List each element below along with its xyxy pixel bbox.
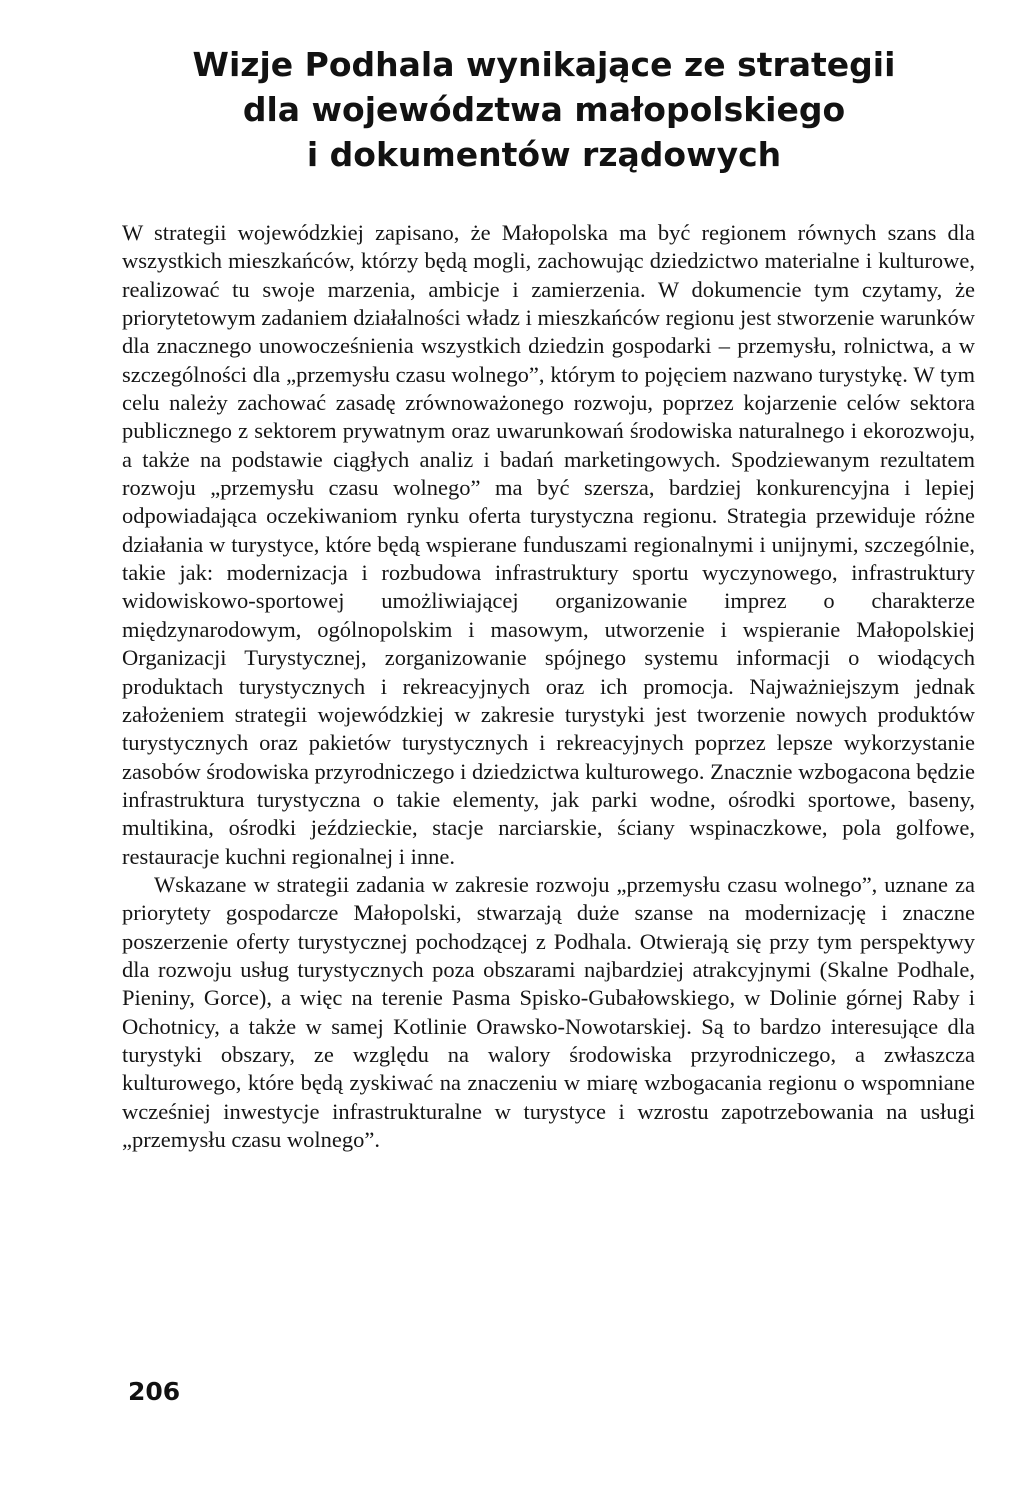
chapter-title-line-3: i dokumentów rządowych — [306, 135, 782, 174]
paragraph-2: Wskazane w strategii zadania w zakresie rozwoju „przemysłu czasu wolnego”, uznane za priorytety gospodarcze Małopolski, stwarzają duże szanse na modernizację i znaczne poszerzenie oferty turystycznej pochodzącej z Podhala. Otwierają się przy tym perspektywy dla rozwoju usług turystycznych poza obszarami najbardziej atrakcyjnymi (Skalne Podhale, Pieniny, Gorce), a więc na terenie Pasma Spisko-Gubałowskiego, w Dolinie górnej Raby i Ochotnicy, a także w samej Kotlinie Orawsko-Nowotarskiej. Są to bardzo interesujące dla turystyki obszary, ze względu na walory środowiska przyrodniczego, a zwłaszcza kulturowego, które będą zyskiwać na znaczeniu w miarę wzbogacania regionu o wspomniane wcześniej inwestycje infrastrukturalne w turystyce i wzrostu zapotrzebowania na usługi „przemysłu czasu wolnego”. — [122, 871, 975, 1152]
body-text — [122, 219, 975, 1154]
chapter-title-line-2: dla województwa małopolskiego — [242, 90, 846, 129]
chapter-title — [180, 42, 908, 177]
paragraph-1: W strategii wojewódzkiej zapisano, że Małopolska ma być regionem równych szans dla wszystkich mieszkańców, którzy będą mogli, zachowując dziedzictwo materialne i kulturowe, realizować tu swoje marzenia, ambicje i zamierzenia. W dokumencie tym czytamy, że priorytetowym zadaniem działalności władz i mieszkańców regionu jest stworzenie warunków dla znacznego unowocześnienia wszystkich dziedzin gospodarki – przemysłu, rolnictwa, a w szczególności dla „przemysłu czasu wolnego”, którym to pojęciem nazwano turystykę. W tym celu należy zachować zasadę zrównoważonego rozwoju, poprzez kojarzenie celów sektora publicznego z sektorem prywatnym oraz uwarunkowań środowiska naturalnego i ekorozwoju, a także na podstawie ciągłych analiz i badań marketingowych. Spodziewanym rezultatem rozwoju „przemysłu czasu wolnego” ma być szersza, bardziej konkurencyjna i lepiej odpowiadająca oczekiwaniom rynku oferta turystyczna regionu. Strategia przewiduje różne działania w turystyce, które będą wspierane funduszami regionalnymi i unijnymi, szczególnie, takie jak: modernizacja i rozbudowa infrastruktury sportu wyczynowego, infrastruktury widowiskowo-sportowej umożliwiającej organizowanie imprez o charakterze międzynarodowym, ogólnopolskim i masowym, utworzenie i wspieranie Małopolskiej Organizacji Turystycznej, zorganizowanie spójnego systemu informacji o wiodących produktach turystycznych i rekreacyjnych oraz ich promocja. Najważniejszym jednak założeniem strategii wojewódzkiej w zakresie turystyki jest tworzenie nowych produktów turystycznych oraz pakietów turystycznych i rekreacyjnych poprzez lepsze wykorzystanie zasobów środowiska przyrodniczego i dziedzictwa kulturowego. Znacznie wzbogacona będzie infrastruktura turystyczna o takie elementy, jak parki wodne, ośrodki sportowe, baseny, multikina, ośrodki jeździeckie, stacje narciarskie, ściany wspinaczkowe, pola golfowe, restauracje kuchni regionalnej i inne. — [122, 220, 975, 869]
chapter-title-line-1: Wizje Podhala wynikające ze strategii — [192, 45, 896, 84]
page-number: 206 — [128, 1377, 181, 1406]
